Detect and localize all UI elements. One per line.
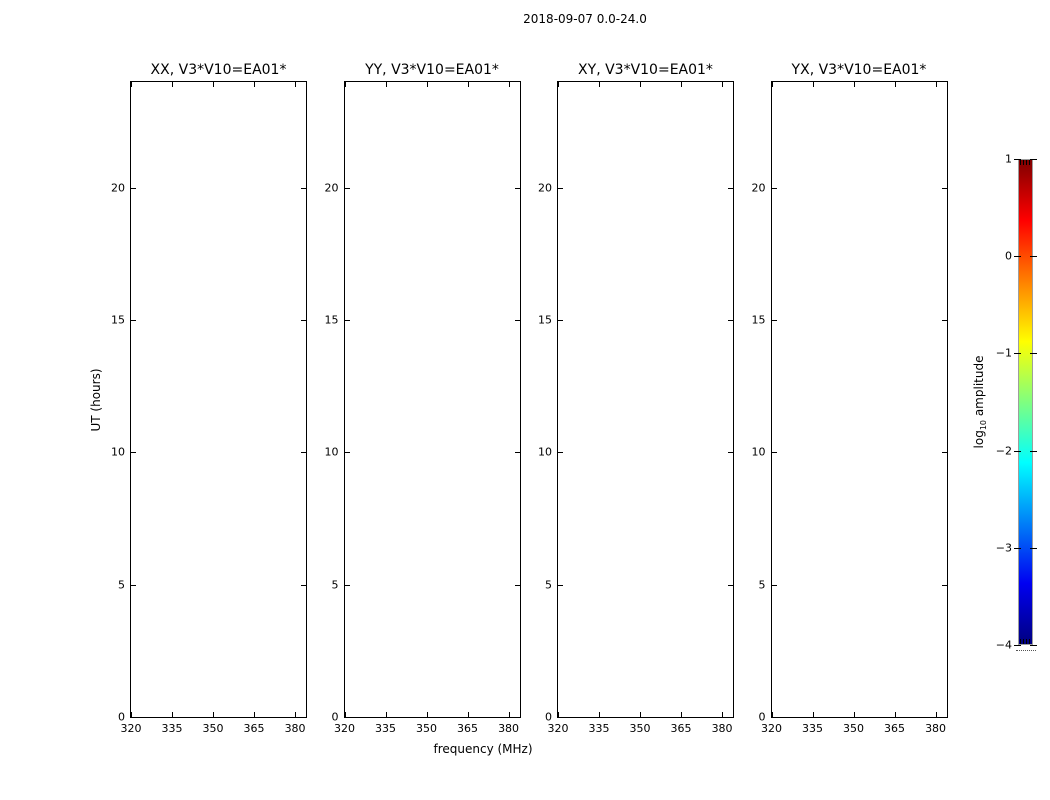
colorbar-tick-label: −4 <box>995 638 1012 652</box>
x-tick-label: 320 <box>547 722 569 735</box>
x-tick-label: 320 <box>334 722 355 735</box>
x-tick-mark <box>172 712 173 717</box>
x-tick-mark <box>254 712 255 717</box>
y-tick-mark <box>558 452 563 453</box>
x-tick-label: 350 <box>843 722 865 735</box>
y-tick-mark <box>558 320 563 321</box>
y-tick-mark <box>345 585 350 586</box>
y-tick-mark <box>942 585 947 586</box>
y-tick-mark <box>345 188 350 189</box>
x-tick-mark <box>895 712 896 717</box>
x-tick-label: 365 <box>457 722 479 735</box>
y-tick-label: 10 <box>324 445 339 459</box>
colorbar-bottom-hatch-marks <box>1020 639 1031 644</box>
x-tick-mark <box>295 712 296 717</box>
x-tick-label: 320 <box>120 722 142 735</box>
colorbar-tick-mark <box>1014 548 1021 549</box>
y-tick-label: 15 <box>751 313 766 327</box>
y-tick-mark <box>301 717 306 718</box>
y-tick-label: 5 <box>118 578 125 592</box>
y-tick-mark <box>345 320 350 321</box>
x-tick-label: 380 <box>925 722 947 735</box>
y-tick-mark <box>345 452 350 453</box>
colorbar-dotted-line <box>1016 650 1036 651</box>
x-tick-mark <box>386 82 387 87</box>
x-tick-label: 335 <box>161 722 183 735</box>
heatmap-panel-xy <box>538 62 734 735</box>
y-tick-mark <box>558 188 563 189</box>
y-tick-mark <box>345 717 350 718</box>
colorbar-label-suffix: amplitude <box>971 355 986 420</box>
y-tick-mark <box>515 320 520 321</box>
x-axis-label: frequency (MHz) <box>433 742 533 756</box>
panel-title: XX, V3*V10=EA01* <box>150 62 287 78</box>
x-tick-mark <box>213 712 214 717</box>
y-tick-mark <box>772 717 777 718</box>
y-tick-label: 0 <box>758 710 766 724</box>
colorbar-tick-mark <box>1014 256 1021 257</box>
y-tick-label: 15 <box>324 313 339 327</box>
y-tick-label: 10 <box>538 445 552 459</box>
colorbar-tick-label: −1 <box>995 346 1012 360</box>
y-tick-mark <box>942 452 947 453</box>
colorbar-tick-mark <box>1014 451 1021 452</box>
x-tick-mark <box>854 82 855 87</box>
x-tick-mark <box>172 82 173 87</box>
y-tick-mark <box>515 452 520 453</box>
y-tick-mark <box>772 585 777 586</box>
heatmap-panel-yy <box>324 62 521 735</box>
y-tick-mark <box>558 717 563 718</box>
colorbar-label-subscript: 10 <box>979 419 989 431</box>
y-tick-mark <box>942 717 947 718</box>
x-tick-label: 380 <box>498 722 520 735</box>
x-tick-mark <box>813 712 814 717</box>
y-tick-mark <box>942 320 947 321</box>
x-tick-mark <box>599 712 600 717</box>
x-tick-mark <box>254 82 255 87</box>
colorbar-axis-label <box>972 356 988 449</box>
y-tick-mark <box>131 452 136 453</box>
y-tick-mark <box>131 320 136 321</box>
x-tick-mark <box>722 82 723 87</box>
y-tick-mark <box>728 452 733 453</box>
x-tick-mark <box>468 82 469 87</box>
x-tick-mark <box>854 712 855 717</box>
x-tick-mark <box>599 82 600 87</box>
colorbar-tick-mark <box>1030 645 1037 646</box>
y-tick-mark <box>301 585 306 586</box>
colorbar-tick-label: 0 <box>1005 249 1012 263</box>
colorbar-tick-mark <box>1014 645 1021 646</box>
y-tick-mark <box>772 188 777 189</box>
y-tick-label: 20 <box>324 181 339 195</box>
y-tick-mark <box>131 717 136 718</box>
colorbar-tick-mark <box>1030 159 1037 160</box>
x-tick-mark <box>295 82 296 87</box>
x-tick-mark <box>427 82 428 87</box>
x-tick-label: 335 <box>802 722 824 735</box>
y-tick-label: 10 <box>751 445 766 459</box>
x-tick-mark <box>509 82 510 87</box>
colorbar-tick-mark <box>1014 159 1021 160</box>
x-tick-label: 335 <box>588 722 610 735</box>
x-tick-mark <box>722 712 723 717</box>
x-tick-label: 380 <box>711 722 733 735</box>
y-tick-label: 0 <box>331 710 339 724</box>
y-tick-label: 20 <box>751 181 766 195</box>
y-tick-label: 0 <box>545 710 552 724</box>
x-tick-label: 365 <box>670 722 692 735</box>
x-tick-mark <box>427 712 428 717</box>
colorbar-label-prefix: log <box>971 430 986 449</box>
x-tick-label: 350 <box>416 722 438 735</box>
y-tick-mark <box>301 188 306 189</box>
colorbar-tick-mark <box>1014 353 1021 354</box>
y-tick-label: 5 <box>331 578 339 592</box>
y-tick-label: 15 <box>111 313 125 327</box>
x-tick-label: 380 <box>284 722 306 735</box>
x-tick-mark <box>681 82 682 87</box>
y-tick-mark <box>515 188 520 189</box>
y-tick-label: 20 <box>538 181 552 195</box>
colorbar-tick-label: −2 <box>995 444 1012 458</box>
x-tick-mark <box>386 712 387 717</box>
panel-title: YX, V3*V10=EA01* <box>791 62 927 78</box>
x-tick-mark <box>213 82 214 87</box>
x-tick-mark <box>640 82 641 87</box>
y-tick-label: 5 <box>545 578 552 592</box>
figure-title: 2018-09-07 0.0-24.0 <box>523 12 647 26</box>
y-tick-label: 20 <box>111 181 125 195</box>
y-tick-mark <box>942 188 947 189</box>
y-tick-mark <box>131 188 136 189</box>
x-tick-mark <box>813 82 814 87</box>
y-tick-mark <box>728 320 733 321</box>
heatmap-panel-xx <box>111 62 307 735</box>
x-tick-mark <box>468 712 469 717</box>
heatmap-panel-yx <box>751 62 948 735</box>
panel-title: YY, V3*V10=EA01* <box>365 62 499 78</box>
x-tick-mark <box>936 712 937 717</box>
y-tick-mark <box>301 452 306 453</box>
x-tick-mark <box>681 712 682 717</box>
x-tick-mark <box>345 82 346 87</box>
y-tick-label: 10 <box>111 445 125 459</box>
colorbar-tick-label: −3 <box>995 541 1012 555</box>
x-tick-label: 365 <box>884 722 906 735</box>
colorbar-tick-mark <box>1030 256 1037 257</box>
colorbar-gradient <box>1019 160 1032 644</box>
x-tick-mark <box>131 82 132 87</box>
colorbar-tick-label: 1 <box>1005 152 1012 166</box>
colorbar-tick-mark <box>1030 548 1037 549</box>
x-tick-mark <box>640 712 641 717</box>
x-tick-label: 350 <box>202 722 224 735</box>
x-tick-mark <box>772 82 773 87</box>
y-tick-mark <box>131 585 136 586</box>
y-tick-mark <box>558 585 563 586</box>
y-tick-mark <box>728 717 733 718</box>
x-tick-label: 350 <box>629 722 651 735</box>
y-tick-label: 0 <box>118 710 125 724</box>
x-tick-label: 335 <box>375 722 397 735</box>
colorbar <box>1018 159 1033 645</box>
x-tick-mark <box>936 82 937 87</box>
x-tick-label: 320 <box>761 722 782 735</box>
panel-title: XY, V3*V10=EA01* <box>578 62 713 78</box>
y-tick-mark <box>772 320 777 321</box>
x-tick-label: 365 <box>243 722 265 735</box>
y-axis-label: UT (hours) <box>89 368 103 432</box>
y-tick-label: 5 <box>758 578 766 592</box>
y-tick-mark <box>301 320 306 321</box>
x-tick-mark <box>895 82 896 87</box>
y-tick-mark <box>515 717 520 718</box>
colorbar-tick-mark <box>1030 353 1037 354</box>
y-tick-mark <box>515 585 520 586</box>
y-tick-label: 15 <box>538 313 552 327</box>
y-tick-mark <box>728 585 733 586</box>
y-tick-mark <box>772 452 777 453</box>
x-tick-mark <box>558 82 559 87</box>
x-tick-mark <box>509 712 510 717</box>
colorbar-tick-mark <box>1030 451 1037 452</box>
y-tick-mark <box>728 188 733 189</box>
colorbar-top-hatch-marks <box>1020 160 1031 165</box>
